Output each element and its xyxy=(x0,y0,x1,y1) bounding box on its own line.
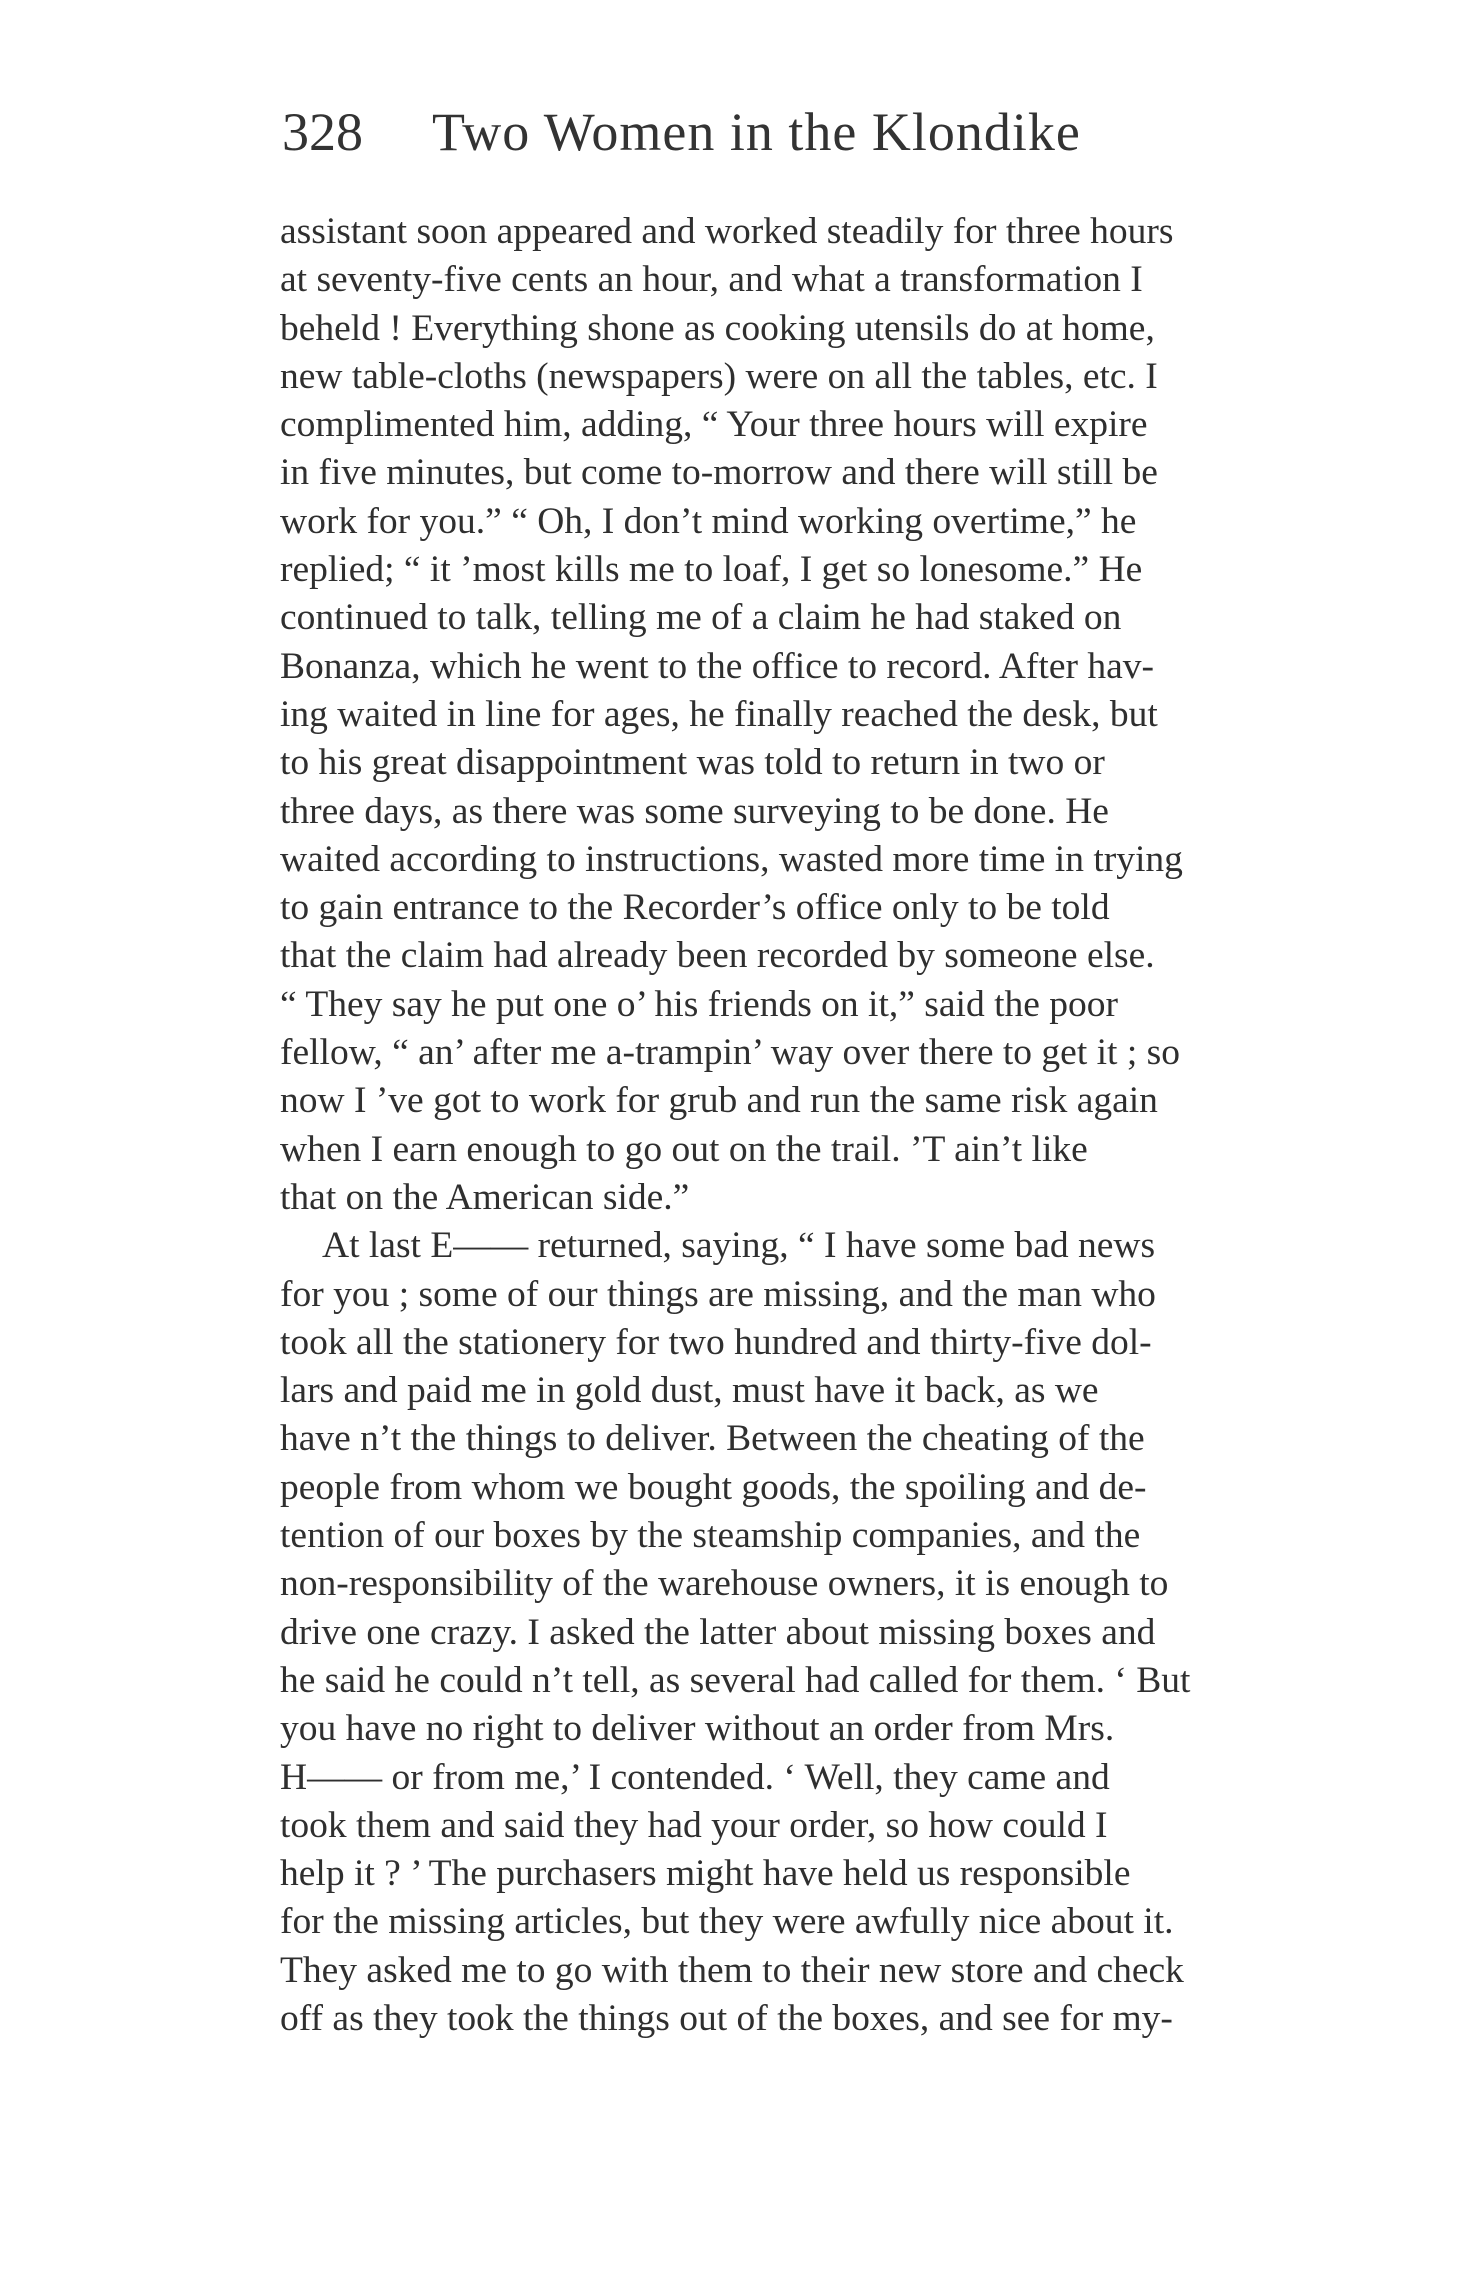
text-line: three days, as there was some surveying to be done. He xyxy=(280,790,1109,832)
running-title: Two Women in the Klondike xyxy=(432,102,1081,162)
text-line: work for you.” “ Oh, I don’t mind working overtime,” he xyxy=(280,500,1137,542)
text-line: in five minutes, but come to-morrow and there will still be xyxy=(280,452,1158,494)
text-line: “ They say he put one o’ his friends on it,” said the poor xyxy=(280,983,1119,1025)
text-line: beheld ! Everything shone as cooking utensils do at home, xyxy=(280,307,1155,349)
text-line: lars and paid me in gold dust, must have it back, as we xyxy=(280,1370,1099,1412)
text-line: They asked me to go with them to their new store and check xyxy=(280,1949,1184,1991)
text-line: tention of our boxes by the steamship companies, and the xyxy=(280,1515,1141,1557)
text-line: now I ’ve got to work for grub and run the same risk again xyxy=(280,1080,1158,1122)
text-line: continued to talk, telling me of a claim he had staked on xyxy=(280,597,1122,639)
text-line: took them and said they had your order, so how could I xyxy=(280,1804,1108,1846)
text-line: H—— or from me,’ I contended. ‘ Well, they came and xyxy=(280,1756,1110,1798)
text-line: when I earn enough to go out on the trail. ’T ain’t like xyxy=(280,1128,1088,1170)
text-line: fellow, “ an’ after me a-trampin’ way over there to get it ; so xyxy=(280,1032,1180,1074)
text-line: waited according to instructions, wasted more time in trying xyxy=(280,838,1183,880)
text-line: drive one crazy. I asked the latter about missing boxes and xyxy=(280,1611,1156,1653)
paragraph-start-line: At last E—— returned, saying, “ I have some bad news xyxy=(322,1225,1156,1267)
text-line: to gain entrance to the Recorder’s office only to be told xyxy=(280,887,1110,929)
text-line: complimented him, adding, “ Your three hours will expire xyxy=(280,404,1148,446)
text-line: have n’t the things to deliver. Between the cheating of the xyxy=(280,1418,1145,1460)
text-line: replied; “ it ’most kills me to loaf, I get so lonesome.” He xyxy=(280,549,1143,591)
text-line: new table-cloths (newspapers) were on all the tables, etc. I xyxy=(280,355,1158,397)
text-line: ing waited in line for ages, he finally reached the desk, but xyxy=(280,693,1158,735)
text-line: he said he could n’t tell, as several had called for them. ‘ But xyxy=(280,1659,1191,1701)
text-line: off as they took the things out of the boxes, and see for my- xyxy=(280,1997,1173,2039)
text-line: people from whom we bought goods, the spoiling and de- xyxy=(280,1466,1147,1508)
text-line: that on the American side.” xyxy=(280,1176,690,1218)
body-text xyxy=(280,208,1380,2043)
running-head xyxy=(282,92,1222,172)
text-line: Bonanza, which he went to the office to record. After hav- xyxy=(280,645,1154,687)
text-line: to his great disappointment was told to return in two or xyxy=(280,742,1105,784)
text-line: for you ; some of our things are missing, and the man who xyxy=(280,1273,1156,1315)
text-line: help it ? ’ The purchasers might have held us responsible xyxy=(280,1853,1131,1895)
text-line: for the missing articles, but they were awfully nice about it. xyxy=(280,1901,1174,1943)
text-line: you have no right to deliver without an order from Mrs. xyxy=(280,1708,1115,1750)
text-line: that the claim had already been recorded by someone else. xyxy=(280,935,1155,977)
text-line: non-responsibility of the warehouse owners, it is enough to xyxy=(280,1563,1169,1605)
text-line: at seventy-five cents an hour, and what a transformation I xyxy=(280,259,1143,301)
text-line: took all the stationery for two hundred and thirty-five dol- xyxy=(280,1321,1152,1363)
page-number: 328 xyxy=(282,102,363,162)
text-line: assistant soon appeared and worked steadily for three hours xyxy=(280,211,1174,252)
